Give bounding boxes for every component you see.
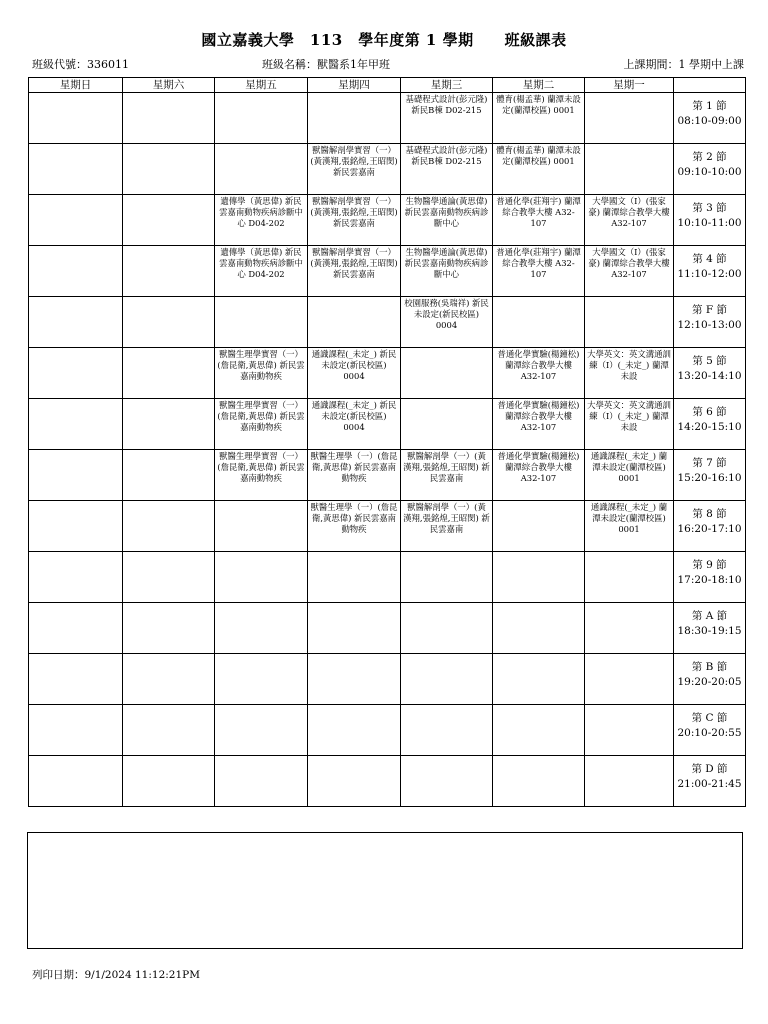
course-cell (29, 603, 123, 654)
course-cell (308, 297, 401, 348)
course-cell (493, 603, 585, 654)
course-cell (123, 552, 215, 603)
period-cell: 第 4 節 11:10-12:00 (674, 246, 746, 297)
period-row (29, 705, 746, 756)
course-cell (29, 705, 123, 756)
day-header: 星期二 (493, 78, 585, 93)
course-cell (123, 195, 215, 246)
course-cell (401, 705, 493, 756)
period-cell: 第 D 節 21:00-21:45 (674, 756, 746, 807)
course-cell (123, 450, 215, 501)
course-cell: 大學英文：英文溝通訓練（I）(_未定_) 蘭潭未設 (585, 348, 674, 399)
course-cell: 遺傳學（黃思偉) 新民雲嘉南動物疾病診斷中心 D04-202 (215, 195, 308, 246)
course-cell (308, 552, 401, 603)
course-cell (493, 552, 585, 603)
course-cell: 獸醫生理學（一）(詹昆衛,黃思偉) 新民雲嘉南動物疾 (308, 450, 401, 501)
class-name: 班級名稱：獸醫系1年甲班 (262, 58, 390, 71)
course-cell (29, 297, 123, 348)
course-cell (493, 654, 585, 705)
period-cell: 第 8 節 16:20-17:10 (674, 501, 746, 552)
course-cell: 普通化學實驗(楊鐘松) 蘭潭綜合教學大樓 A32-107 (493, 399, 585, 450)
course-cell (123, 144, 215, 195)
course-cell (29, 552, 123, 603)
period-row (29, 603, 746, 654)
course-cell: 通識課程(_未定_) 新民未設定(新民校區) 0004 (308, 348, 401, 399)
day-header: 星期四 (308, 78, 401, 93)
course-cell (585, 756, 674, 807)
period-row (29, 654, 746, 705)
course-cell (308, 603, 401, 654)
course-cell: 生物醫學通論(黃思偉) 新民雲嘉南動物疾病診斷中心 (401, 246, 493, 297)
course-cell: 通識課程(_未定_) 新民未設定(新民校區) 0004 (308, 399, 401, 450)
course-cell: 獸醫解剖學（一）(黃漢翔,張銘煌,王昭閔) 新民雲嘉南 (401, 501, 493, 552)
course-cell: 獸醫生理學實習（一）(詹昆衛,黃思偉) 新民雲嘉南動物疾 (215, 399, 308, 450)
class-period: 上課期間：1 學期中上課 (623, 58, 744, 71)
course-cell (215, 654, 308, 705)
course-cell (585, 93, 674, 144)
course-cell: 大學國文（I）(張家豪) 蘭潭綜合教學大樓 A32-107 (585, 246, 674, 297)
notes-box (27, 832, 743, 949)
course-cell (123, 501, 215, 552)
course-cell: 基礎程式設計(彭元隆) 新民B棟 D02-215 (401, 93, 493, 144)
period-cell: 第 6 節 14:20-15:10 (674, 399, 746, 450)
course-cell (493, 501, 585, 552)
course-cell: 生物醫學通論(黃思偉) 新民雲嘉南動物疾病診斷中心 (401, 195, 493, 246)
course-cell: 校園服務(吳瑞祥) 新民未設定(新民校區) 0004 (401, 297, 493, 348)
course-cell: 體育(楊孟華) 蘭潭未設定(蘭潭校區) 0001 (493, 93, 585, 144)
course-cell (493, 756, 585, 807)
course-cell: 獸醫解剖學實習（一）(黃漢翔,張銘煌,王昭閔) 新民雲嘉南 (308, 144, 401, 195)
period-row (29, 144, 746, 195)
course-cell (585, 654, 674, 705)
period-cell: 第 F 節 12:10-13:00 (674, 297, 746, 348)
header-row (29, 78, 746, 93)
course-cell (308, 93, 401, 144)
period-cell: 第 5 節 13:20-14:10 (674, 348, 746, 399)
course-cell (215, 297, 308, 348)
period-row (29, 552, 746, 603)
course-cell (29, 450, 123, 501)
course-cell (215, 93, 308, 144)
period-cell: 第 B 節 19:20-20:05 (674, 654, 746, 705)
day-header: 星期五 (215, 78, 308, 93)
course-cell: 通識課程(_未定_) 蘭潭未設定(蘭潭校區) 0001 (585, 501, 674, 552)
course-cell: 獸醫解剖學（一）(黃漢翔,張銘煌,王昭閔) 新民雲嘉南 (401, 450, 493, 501)
course-cell (123, 603, 215, 654)
course-cell (29, 195, 123, 246)
course-cell (29, 93, 123, 144)
period-row (29, 756, 746, 807)
course-cell (215, 501, 308, 552)
course-cell: 基礎程式設計(彭元隆) 新民B棟 D02-215 (401, 144, 493, 195)
course-cell (215, 603, 308, 654)
day-header: 星期一 (585, 78, 674, 93)
course-cell (123, 93, 215, 144)
course-cell: 獸醫生理學實習（一）(詹昆衛,黃思偉) 新民雲嘉南動物疾 (215, 348, 308, 399)
period-cell: 第 C 節 20:10-20:55 (674, 705, 746, 756)
course-cell (29, 654, 123, 705)
course-cell (401, 399, 493, 450)
period-row (29, 93, 746, 144)
course-cell (585, 144, 674, 195)
course-cell (123, 297, 215, 348)
course-cell: 獸醫解剖學實習（一）(黃漢翔,張銘煌,王昭閔) 新民雲嘉南 (308, 246, 401, 297)
course-cell: 大學國文（I）(張家豪) 蘭潭綜合教學大樓 A32-107 (585, 195, 674, 246)
period-row (29, 501, 746, 552)
course-cell (29, 756, 123, 807)
course-cell (215, 552, 308, 603)
course-cell (401, 348, 493, 399)
period-row (29, 246, 746, 297)
schedule-table (28, 77, 746, 807)
course-cell (215, 705, 308, 756)
course-cell (29, 501, 123, 552)
day-header: 星期三 (401, 78, 493, 93)
course-cell: 普通化學(莊翔宇) 蘭潭綜合教學大樓 A32-107 (493, 195, 585, 246)
course-cell (401, 756, 493, 807)
course-cell (29, 399, 123, 450)
period-cell: 第 1 節 08:10-09:00 (674, 93, 746, 144)
course-cell (585, 297, 674, 348)
course-cell (401, 654, 493, 705)
course-cell: 獸醫生理學實習（一）(詹昆衛,黃思偉) 新民雲嘉南動物疾 (215, 450, 308, 501)
course-cell (308, 705, 401, 756)
course-cell (493, 705, 585, 756)
course-cell: 獸醫生理學（一）(詹昆衛,黃思偉) 新民雲嘉南動物疾 (308, 501, 401, 552)
day-header: 星期日 (29, 78, 123, 93)
period-cell: 第 7 節 15:20-16:10 (674, 450, 746, 501)
course-cell (29, 144, 123, 195)
page-title: 國立嘉義大學 113 學年度第 1 學期 班級課表 (201, 31, 567, 49)
course-cell: 獸醫解剖學實習（一）(黃漢翔,張銘煌,王昭閔) 新民雲嘉南 (308, 195, 401, 246)
course-cell: 大學英文：英文溝通訓練（I）(_未定_) 蘭潭未設 (585, 399, 674, 450)
course-cell (123, 654, 215, 705)
course-cell (308, 756, 401, 807)
course-cell: 普通化學(莊翔宇) 蘭潭綜合教學大樓 A32-107 (493, 246, 585, 297)
day-header: 星期六 (123, 78, 215, 93)
period-row (29, 450, 746, 501)
course-cell (493, 297, 585, 348)
course-cell (123, 705, 215, 756)
period-cell: 第 9 節 17:20-18:10 (674, 552, 746, 603)
course-cell (29, 348, 123, 399)
course-cell: 通識課程(_未定_) 蘭潭未設定(蘭潭校區) 0001 (585, 450, 674, 501)
course-cell: 普通化學實驗(楊鐘松) 蘭潭綜合教學大樓 A32-107 (493, 348, 585, 399)
course-cell (123, 756, 215, 807)
course-cell (585, 705, 674, 756)
period-row (29, 348, 746, 399)
print-date: 列印日期：9/1/2024 11:12:21PM (32, 969, 200, 981)
period-cell: 第 A 節 18:30-19:15 (674, 603, 746, 654)
course-cell (123, 399, 215, 450)
course-cell (401, 552, 493, 603)
course-cell (585, 552, 674, 603)
course-cell (585, 603, 674, 654)
period-row (29, 195, 746, 246)
course-cell: 遺傳學（黃思偉) 新民雲嘉南動物疾病診斷中心 D04-202 (215, 246, 308, 297)
course-cell (401, 603, 493, 654)
course-cell (123, 246, 215, 297)
course-cell (308, 654, 401, 705)
period-row (29, 297, 746, 348)
period-cell: 第 2 節 09:10-10:00 (674, 144, 746, 195)
course-cell: 體育(楊孟華) 蘭潭未設定(蘭潭校區) 0001 (493, 144, 585, 195)
course-cell (29, 246, 123, 297)
period-cell: 第 3 節 10:10-11:00 (674, 195, 746, 246)
day-header (674, 78, 746, 93)
course-cell (215, 144, 308, 195)
course-cell: 普通化學實驗(楊鐘松) 蘭潭綜合教學大樓 A32-107 (493, 450, 585, 501)
course-cell (215, 756, 308, 807)
class-code: 班級代號：336011 (32, 58, 129, 71)
course-cell (123, 348, 215, 399)
period-row (29, 399, 746, 450)
